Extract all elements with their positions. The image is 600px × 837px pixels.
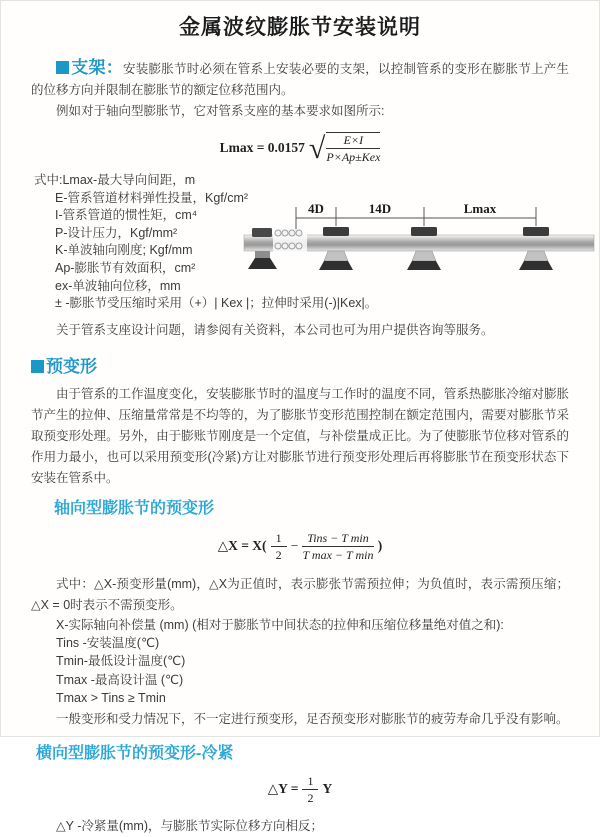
lmax-formula <box>1 129 599 167</box>
section-heading-predeform: 预变形 <box>31 356 569 378</box>
bellows-coils <box>273 229 307 256</box>
dim-label-lmax: Lmax <box>463 201 497 216</box>
pipe-support-diagram <box>244 200 596 298</box>
axial-formula: △X = X( $\frac{1}{2}$ − $\frac{\text{Tins − T min}}{\text{T max − T min}}$ ) <box>217 530 383 562</box>
definition-item: Ap-膨胀节有效面积，cm² <box>55 260 196 275</box>
section-label-support: 支架： <box>56 58 123 77</box>
dim-label-4d: 4D <box>308 201 324 216</box>
definition-item: K-单波轴向刚度; Kgf/mm <box>55 243 193 258</box>
definitions-and-diagram <box>34 172 599 314</box>
page-title: 金属波纹膨胀节安装说明 <box>179 16 421 39</box>
half-fraction: $\frac{1}{2}$ <box>302 774 318 805</box>
axial-item: Tmax > Tins ≥ Tmin <box>56 690 166 705</box>
axial-item: Tmax -最高设计温 (℃) <box>56 672 184 687</box>
axial-item: Tmin-最低设计温度(℃) <box>56 654 186 669</box>
support-example-line: 例如对于轴向型膨胀节，它对管系支座的基本要求如图所示: <box>56 104 385 118</box>
formula-fraction: $\frac{E\times I}{\text{P×Ap±Kex}}$ <box>326 133 381 164</box>
axial-variables-list <box>56 616 599 707</box>
dim-label-14d: 14D <box>368 201 392 216</box>
formula-lhs: Lmax = 0.0157 <box>219 140 305 155</box>
radical-sign: √ <box>308 132 326 165</box>
definition-item: P-设计压力，Kgf/mm² <box>55 225 178 240</box>
blue-square-icon <box>56 61 69 74</box>
definition-item: ex-单波轴向位移，mm <box>55 278 181 293</box>
half-fraction: $\frac{1}{2}$ <box>271 531 287 562</box>
axial-explain: 式中：△X-预变形量(mm)，△X为正值时，表示膨张节需预拉伸；为负值时，表示需预压缩；△X = 0时表示不需预变形。 <box>31 577 569 612</box>
support-intro-text: 安装膨胀节时必须在管系上安装必要的支架，以控制管系的变形在膨胀节上产生的位移方向并限制在膨胀节的额定位移范围内。 <box>31 62 569 97</box>
definition-item: E-管系管道材料弹性投量，Kgf/cm² <box>55 190 249 205</box>
subheading-lateral-predeform: 横向型膨胀节的预变形-冷紧 <box>36 745 234 763</box>
blue-square-icon <box>31 360 44 373</box>
axial-item: X-实际轴向补偿量 (mm) (相对于膨胀节中间状态的拉伸和压缩位移量绝对值之和): <box>56 618 504 632</box>
support-note: 关于管系支座设计问题，请参阅有关资料，本公司也可为用户提供咨询等服务。 <box>56 323 494 337</box>
definition-item: 式中:Lmax-最大导向间距，m <box>34 173 196 187</box>
predeform-body: 由于管系的工作温度变化，安装膨胀节时的温度与工作时的温度不同，管系热膨胀冷缩对膨胀节产生的拉伸、压缩量常常是不均等的，为了膨胀节变形范围控制在额定范围内，需要对膨胀节采取预变形处理。另外，由于膨账节刚度是一个定值，与补偿量成正比。为了使膨胀节位移对管系的作用力最小，也可以采用预变形(冷紧)方让对膨胀节进行预变形处理后再将膨胀节在预变形状态下安装在管系中。 <box>31 387 569 485</box>
axial-item: Tins -安装温度(℃) <box>56 636 160 651</box>
definition-item: ± -膨胀节受压缩时采用（+）| Kex |；拉伸时采用(-)|Kex|。 <box>55 296 378 311</box>
definition-item: I-管系管道的惯性矩，cm⁴ <box>55 208 198 223</box>
lateral-note: △Y -冷紧量(mm)，与膨胀节实际位移方向相反； <box>56 819 324 834</box>
temperature-fraction: $\frac{\text{Tins − T min}}{\text{T max − T min}}$ <box>302 530 374 562</box>
lateral-formula: △Y = $\frac{1}{2}$ Y <box>267 773 333 805</box>
axial-note: 一般变形和受力情况下，不一定进行预变形，足否预变形对膨胀节的疲劳寿命几乎没有影响。 <box>56 712 569 727</box>
support-intro-paragraph <box>31 57 569 101</box>
subheading-axial-predeform: 轴向型膨胀节的预变形 <box>54 500 215 517</box>
